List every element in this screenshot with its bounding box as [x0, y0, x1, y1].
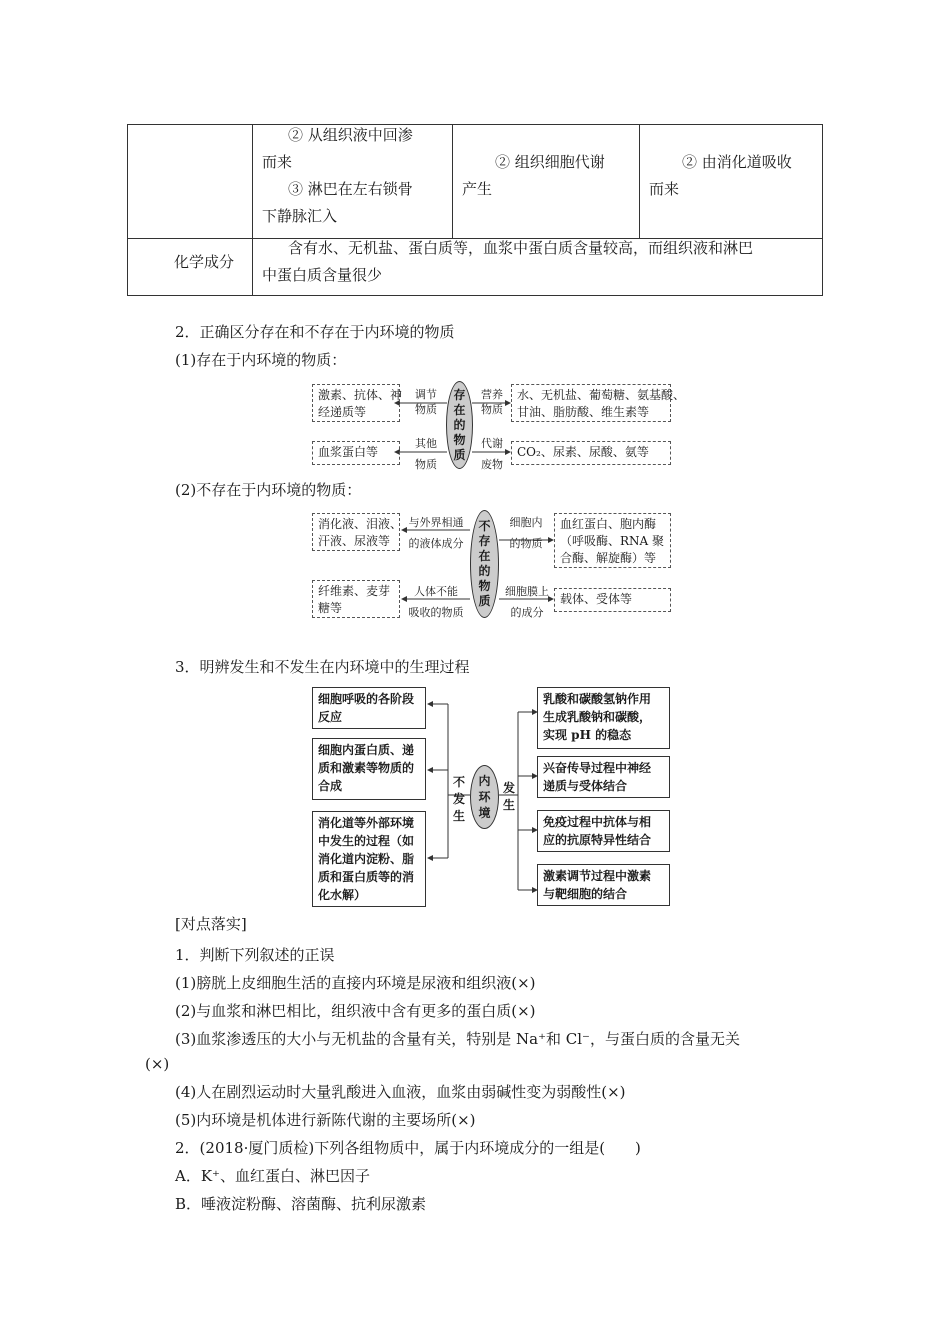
table-cell-text: 中蛋白质含量很少 [262, 266, 383, 284]
question-item: (1)膀胱上皮细胞生活的直接内环境是尿液和组织液(×) [175, 974, 536, 992]
diagram-box: 免疫过程中抗体与相 应的抗原特异性结合 [537, 810, 670, 852]
diagram-label: 细胞膜上 的成分 [505, 585, 549, 619]
question-item: (3)血浆渗透压的大小与无机盐的含量有关，特别是 Na⁺和 Cl⁻，与蛋白质的含量无关 [175, 1030, 740, 1048]
table-cell-text: 产生 [462, 180, 493, 198]
subsection-heading: (1)存在于内环境的物质： [175, 351, 347, 369]
table-cell-text: 下静脉汇入 [262, 207, 338, 225]
diagram-box: 兴奋传导过程中神经 递质与受体结合 [537, 756, 670, 798]
practice-title: [对点落实] [175, 915, 247, 933]
question-item: (2)与血浆和淋巴相比，组织液中含有更多的蛋白质(×) [175, 1002, 536, 1020]
question-text: 1．判断下列叙述的正误 [175, 946, 335, 964]
diagram-label: 其他 物质 [415, 437, 437, 471]
table-cell-text: ③ 淋巴在左右锁骨 [288, 180, 413, 198]
diagram-box: CO₂、尿素、尿酸、氨等 [511, 441, 671, 465]
option-a: A．K⁺、血红蛋白、淋巴因子 [175, 1167, 370, 1185]
question-text: 2．(2018·厦门质检)下列各组物质中，属于内环境成分的一组是( ) [175, 1139, 641, 1157]
section-heading: 3．明辨发生和不发生在内环境中的生理过程 [175, 658, 470, 676]
table-cell-text: 而来 [262, 153, 293, 171]
diagram-label: 细胞内 的物质 [509, 516, 543, 550]
question-item: (4)人在剧烈运动时大量乳酸进入血液，血浆由弱碱性变为弱酸性(×) [175, 1083, 626, 1101]
diagram-box: 细胞呼吸的各阶段 反应 [312, 687, 426, 729]
table-row-label: 化学成分 [174, 253, 235, 271]
diagram-box: 纤维素、麦芽 糖等 [312, 580, 400, 618]
diagram-label: 与外界相通 的液体成分 [408, 516, 464, 550]
diagram-box: 激素、抗体、神 经递质等 [312, 384, 400, 422]
diagram-box: 载体、受体等 [554, 588, 671, 612]
diagram-label: 人体不能 吸收的物质 [408, 585, 464, 619]
table-cell-text: 而来 [649, 180, 680, 198]
diagram-center-oval: 内 环 境 [470, 765, 499, 829]
diagram-box: 激素调节过程中激素 与靶细胞的结合 [537, 864, 670, 906]
occur-label: 发 生 [502, 781, 515, 812]
subsection-heading: (2)不存在于内环境的物质： [175, 481, 362, 499]
diagram-box: 乳酸和碳酸氢钠作用 生成乳酸钠和碳酸， 实现 pH 的稳态 [537, 687, 670, 749]
diagram-box: 消化道等外部环境 中发生的过程（如 消化道内淀粉、脂 质和蛋白质等的消 化水解） [312, 811, 426, 907]
diagram-label: 调节 物质 [415, 388, 437, 416]
question-item: (×) [145, 1055, 170, 1073]
table-cell-text: ② 由消化道吸收 [682, 153, 792, 171]
table-cell-text: 含有水、无机盐、蛋白质等，血浆中蛋白质含量较高，而组织液和淋巴 [288, 239, 754, 257]
diagram-center-oval: 存 在 的 物 质 [446, 381, 473, 469]
diagram-box: 消化液、泪液、 汗液、尿液等 [312, 513, 400, 551]
diagram-label: 营养 物质 [481, 388, 503, 416]
table-cell-text: ② 从组织液中回渗 [288, 126, 413, 144]
section-heading: 2．正确区分存在和不存在于内环境的物质 [175, 323, 455, 341]
diagram-box: 细胞内蛋白质、递 质和激素等物质的 合成 [312, 738, 426, 800]
diagram-box: 血红蛋白、胞内酶 （呼吸酶、RNA 聚 合酶、解旋酶）等 [554, 513, 671, 568]
table-cell-text: ② 组织细胞代谢 [495, 153, 605, 171]
diagram-box: 血浆蛋白等 [312, 441, 400, 465]
diagram-box: 水、无机盐、葡萄糖、氨基酸、 甘油、脂肪酸、维生素等 [511, 384, 671, 422]
option-b: B．唾液淀粉酶、溶菌酶、抗利尿激素 [175, 1195, 427, 1213]
not-occur-label: 不 发 生 [452, 775, 465, 823]
question-item: (5)内环境是机体进行新陈代谢的主要场所(×) [175, 1111, 476, 1129]
diagram-center-oval: 不 存 在 的 物 质 [470, 510, 499, 618]
diagram-label: 代谢 废物 [481, 437, 503, 471]
